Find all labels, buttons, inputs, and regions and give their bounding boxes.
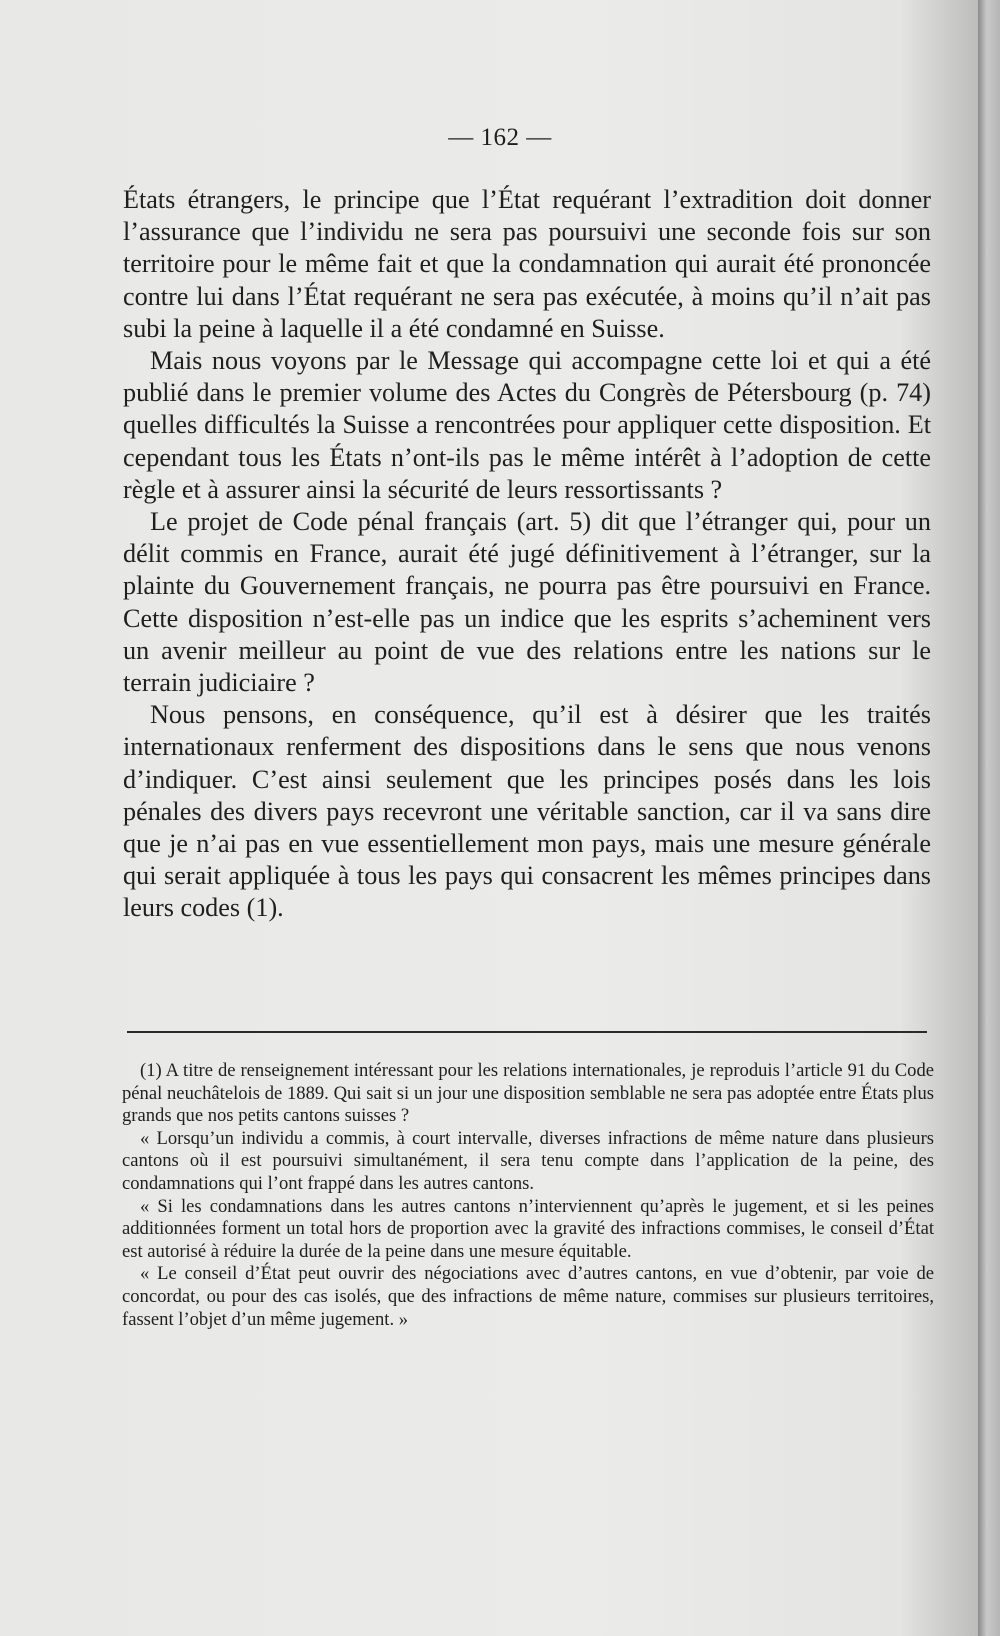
page-number: — 162 — (448, 124, 552, 151)
main-text (123, 184, 931, 925)
footnotes (122, 1060, 934, 1331)
footnote-quote: « Le conseil d’État peut ouvrir des négociations avec d’autres cantons, en vue d’obtenir, par voie de concordat, ou pour des cas isolés, que des infractions de même nature, commises sur plusieurs territoires, fassent l’objet d’un même jugement. » (122, 1263, 934, 1330)
paragraph: Le projet de Code pénal français (art. 5) dit que l’étranger qui, pour un délit commis en France, aurait été jugé définitivement à l’étranger, sur la plainte du Gouvernement français, ne pourra pas être poursuivi en France. Cette disposition n’est-elle pas un indice que les esprits s’acheminent vers un avenir meilleur au point de vue des relations entre les nations sur le terrain judiciaire ? (123, 507, 931, 698)
paragraph: Mais nous voyons par le Message qui accompagne cette loi et qui a été publié dans le premier volume des Actes du Congrès de Pétersbourg (p. 74) quelles difficultés la Suisse a rencontrées pour appliquer cette disposition. Et cependant tous les États n’ont-ils pas le même intérêt à l’adoption de cette règle et à assurer ainsi la sécurité de leurs ressortissants ? (123, 346, 931, 504)
footnote-quote: « Si les condamnations dans les autres cantons n’interviennent qu’après le jugement, et si les peines additionnées forment un total hors de proportion avec la gravité des infractions commises, le conseil d’État est autorisé à réduire la durée de la peine dans une mesure équitable. (122, 1195, 934, 1262)
page-edge (978, 0, 1000, 1636)
footnote-divider (127, 1031, 927, 1033)
footnote: (1) A titre de renseignement intéressant pour les relations internationales, je reproduis l’article 91 du Code pénal neuchâtelois de 1889. Qui sait si un jour une disposition semblable ne sera pas adoptée entre États plus grands que nos petits cantons suisses ? (122, 1060, 934, 1127)
paragraph: États étrangers, le principe que l’État requérant l’extradition doit donner l’assurance que l’individu ne sera pas poursuivi une seconde fois sur son territoire pour le même fait et que la condamnation qui aurait été prononcée contre lui dans l’État requérant ne sera pas exécutée, à moins qu’il n’ait pas subi la peine à laquelle il a été condamné en Suisse. (123, 185, 931, 343)
footnote-quote: « Lorsqu’un individu a commis, à court intervalle, diverses infractions de même nature dans plusieurs cantons où il est poursuivi simultanément, il sera tenu compte dans l’application de la peine, des condamnations qui l’ont frappé dans les autres cantons. (122, 1127, 934, 1194)
paragraph: Nous pensons, en conséquence, qu’il est à désirer que les traités internationaux renferment des dispositions dans le sens que nous venons d’indiquer. C’est ainsi seulement que les principes posés dans les lois pénales des divers pays recevront une véritable sanction, car il va sans dire que je n’ai pas en vue essentiellement mon pays, mais une mesure générale qui serait appliquée à tous les pays qui consacrent les mêmes principes dans leurs codes (1). (123, 700, 931, 923)
